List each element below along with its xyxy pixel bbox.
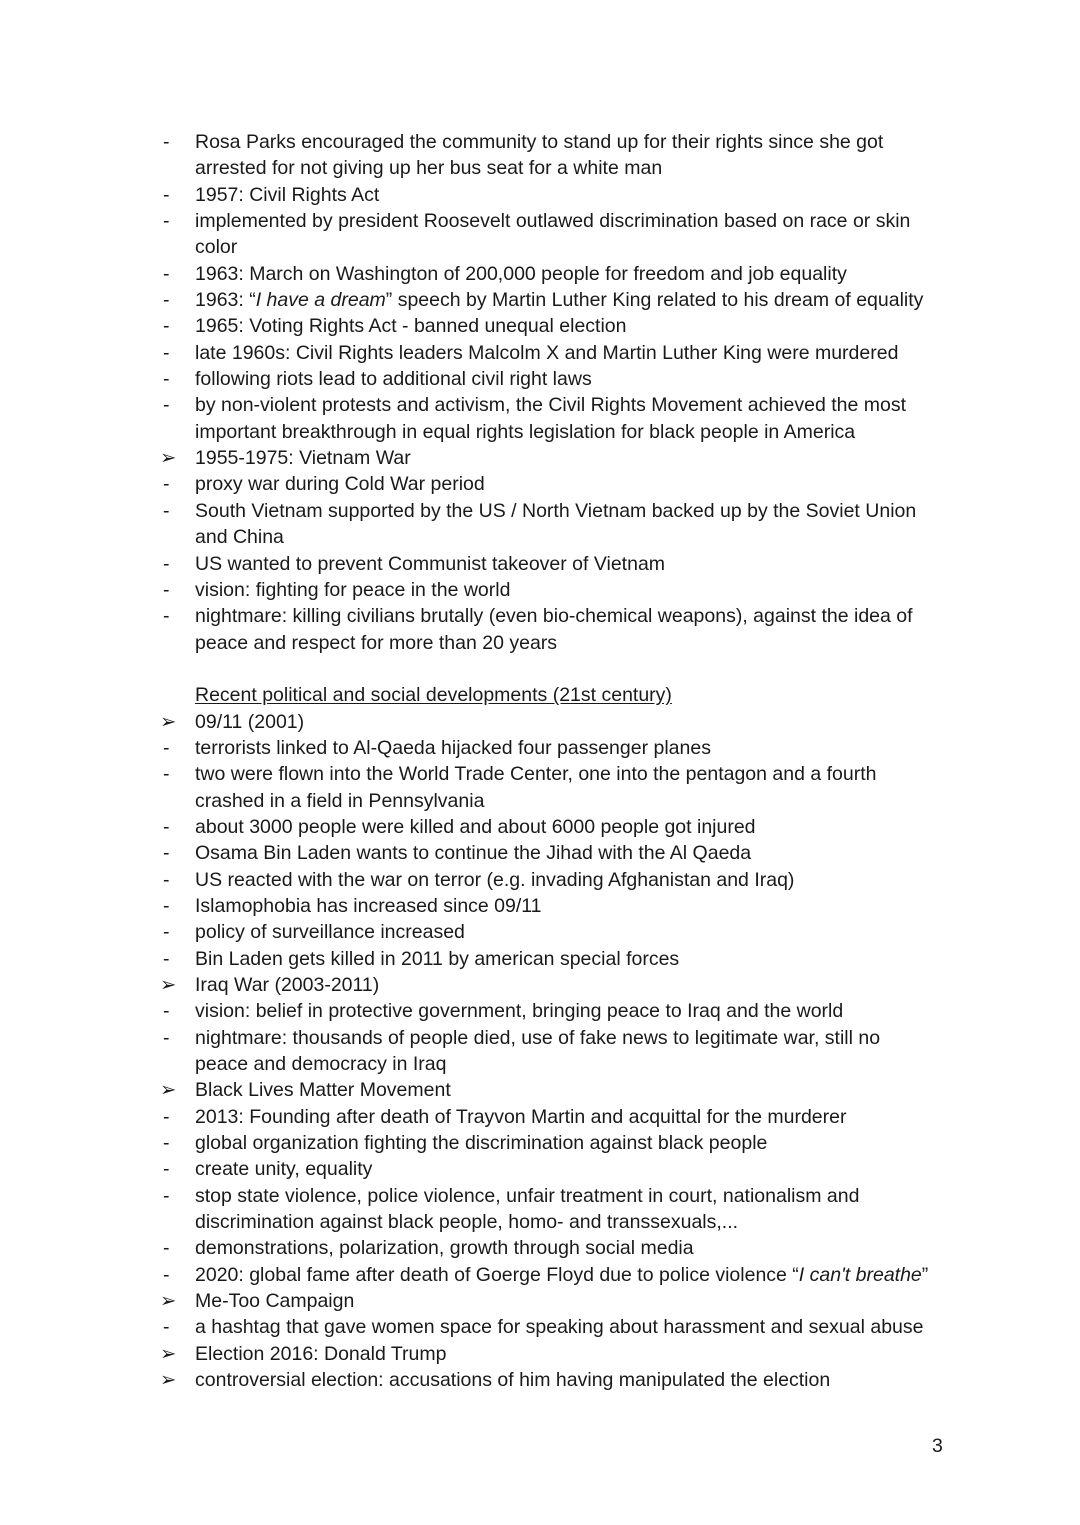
list-item-text: 09/11 (2001) xyxy=(195,710,305,733)
list-item-text: Me-Too Campaign xyxy=(195,1290,355,1313)
list-item xyxy=(160,366,960,392)
dash-bullet: - xyxy=(163,1026,170,1049)
dash-bullet: - xyxy=(163,131,170,153)
list-item-text: following riots lead to additional civil right laws xyxy=(195,368,592,391)
list-item-text: discrimination against black people, homo- and transsexuals,... xyxy=(195,1211,739,1234)
list-item xyxy=(160,340,960,366)
dash-bullet: - xyxy=(163,499,170,522)
list-item xyxy=(160,419,960,445)
dash-bullet: - xyxy=(163,868,170,891)
dash-bullet: - xyxy=(163,368,170,391)
dash-bullet: - xyxy=(163,473,170,496)
list-item xyxy=(160,155,960,181)
list-item xyxy=(160,287,960,313)
list-item-text: 1963: March on Washington of 200,000 people for freedom and job equality xyxy=(195,262,847,285)
arrow-bullet-icon: ➢ xyxy=(160,1079,177,1102)
list-item-text xyxy=(195,1262,960,1288)
list-item-text: US reacted with the war on terror (e.g. invading Afghanistan and Iraq) xyxy=(195,868,795,891)
dash-bullet: - xyxy=(163,262,170,285)
list-item xyxy=(160,761,960,787)
list-item-text: late 1960s: Civil Rights leaders Malcolm X and Martin Luther King were murdered xyxy=(195,341,899,364)
list-item-text: peace and respect for more than 20 years xyxy=(195,631,558,654)
list-item-text: proxy war during Cold War period xyxy=(195,473,485,496)
list-item xyxy=(160,1051,960,1077)
dash-bullet: - xyxy=(163,605,170,628)
list-item xyxy=(160,1156,960,1182)
text-segment: ” speech by Martin Luther King related to his dream of equality xyxy=(385,289,924,312)
list-item-text: demonstrations, polarization, growth through social media xyxy=(195,1237,694,1260)
list-item-text: US wanted to prevent Communist takeover of Vietnam xyxy=(195,552,666,575)
list-item-text: a hashtag that gave women space for speaking about harassment and sexual abuse xyxy=(195,1316,924,1339)
list-item-text: color xyxy=(195,236,238,259)
list-item-text: nightmare: thousands of people died, use of fake news to legitimate war, still no xyxy=(195,1026,881,1049)
list-item xyxy=(160,1025,960,1051)
list-item xyxy=(160,445,960,471)
arrow-bullet-icon: ➢ xyxy=(160,974,177,996)
list-item-text: 1957: Civil Rights Act xyxy=(195,183,380,206)
list-item-text: vision: belief in protective government, bringing peace to Iraq and the world xyxy=(195,1000,844,1023)
list-item xyxy=(160,735,960,761)
text-segment: 1963: “ xyxy=(195,289,256,312)
list-item-text xyxy=(195,287,960,313)
dash-bullet: - xyxy=(163,1132,170,1155)
list-item-text: Rosa Parks encouraged the community to stand up for their rights since she got xyxy=(195,131,884,153)
list-item-text: 1955-1975: Vietnam War xyxy=(195,447,411,470)
list-item-text: about 3000 people were killed and about 6000 people got injured xyxy=(195,815,756,838)
list-item xyxy=(160,313,960,339)
quote-text: I have a dream xyxy=(255,289,386,312)
list-item-text: arrested for not giving up her bus seat for a white man xyxy=(195,157,663,180)
dash-bullet: - xyxy=(163,763,170,786)
list-item-text: implemented by president Roosevelt outlawed discrimination based on race or skin xyxy=(195,210,911,233)
list-item-text: Bin Laden gets killed in 2011 by american special forces xyxy=(195,947,680,970)
section-heading xyxy=(160,682,960,708)
list-item xyxy=(160,1209,960,1235)
dash-bullet: - xyxy=(163,1184,170,1207)
list-item xyxy=(160,1183,960,1209)
list-item-text: Islamophobia has increased since 09/11 xyxy=(195,894,542,917)
list-item-text: terrorists linked to Al-Qaeda hijacked four passenger planes xyxy=(195,736,711,759)
list-item-text: global organization fighting the discrimination against black people xyxy=(195,1132,768,1155)
list-item-text: South Vietnam supported by the US / North Vietnam backed up by the Soviet Union xyxy=(195,499,917,522)
list-item xyxy=(160,524,960,550)
list-item xyxy=(160,972,960,998)
dash-bullet: - xyxy=(163,1316,170,1339)
dash-bullet: - xyxy=(163,736,170,759)
dash-bullet: - xyxy=(163,578,170,601)
arrow-bullet-icon: ➢ xyxy=(160,447,177,470)
dash-bullet: - xyxy=(163,289,170,312)
list-item xyxy=(160,919,960,945)
section-heading-text: Recent political and social developments (21st century) xyxy=(195,684,672,707)
list-item xyxy=(160,867,960,893)
list-item-text: important breakthrough in equal rights legislation for black people in America xyxy=(195,420,856,443)
arrow-bullet-icon: ➢ xyxy=(160,1369,177,1392)
list-item xyxy=(160,1314,960,1340)
dash-bullet: - xyxy=(163,1237,170,1260)
list-item-text: 1965: Voting Rights Act - banned unequal election xyxy=(195,315,627,338)
list-item xyxy=(160,603,960,629)
dash-bullet: - xyxy=(163,1000,170,1023)
list-item xyxy=(160,1262,960,1288)
dash-bullet: - xyxy=(163,842,170,865)
dash-bullet: - xyxy=(163,315,170,338)
dash-bullet: - xyxy=(163,921,170,944)
list-item xyxy=(160,709,960,735)
text-segment: ” xyxy=(921,1263,929,1286)
list-item-text: 2013: Founding after death of Trayvon Martin and acquittal for the murderer xyxy=(195,1105,847,1128)
list-item xyxy=(160,630,960,656)
list-item xyxy=(160,814,960,840)
list-item xyxy=(160,261,960,287)
list-item-text: two were flown into the World Trade Center, one into the pentagon and a fourth xyxy=(195,763,877,786)
list-item xyxy=(160,208,960,234)
list-item xyxy=(160,498,960,524)
list-item xyxy=(160,840,960,866)
list-item xyxy=(160,182,960,208)
quote-text: I can't breathe xyxy=(798,1263,922,1286)
list-item xyxy=(160,471,960,497)
notes-body xyxy=(160,129,960,1394)
list-item xyxy=(160,551,960,577)
list-item xyxy=(160,1130,960,1156)
list-item xyxy=(160,1077,960,1103)
list-item xyxy=(160,1288,960,1314)
list-item-text: and China xyxy=(195,526,284,549)
list-item-text: Iraq War (2003-2011) xyxy=(195,974,380,996)
dash-bullet: - xyxy=(163,815,170,838)
list-item xyxy=(160,1341,960,1367)
dash-bullet: - xyxy=(163,394,170,417)
list-item-text: nightmare: killing civilians brutally (even bio-chemical weapons), against the idea of xyxy=(195,605,913,628)
dash-bullet: - xyxy=(163,1158,170,1181)
list-item xyxy=(160,129,960,155)
dash-bullet: - xyxy=(163,210,170,233)
list-item-text: Osama Bin Laden wants to continue the Jihad with the Al Qaeda xyxy=(195,842,752,865)
list-item xyxy=(160,1104,960,1130)
list-item xyxy=(160,998,960,1024)
list-item-text: stop state violence, police violence, unfair treatment in court, nationalism and xyxy=(195,1184,860,1207)
list-item xyxy=(160,946,960,972)
list-item xyxy=(160,234,960,260)
list-item-text: by non-violent protests and activism, the Civil Rights Movement achieved the most xyxy=(195,394,906,417)
blank-line xyxy=(160,656,960,682)
list-item xyxy=(160,1235,960,1261)
dash-bullet: - xyxy=(163,341,170,364)
dash-bullet: - xyxy=(163,552,170,575)
arrow-bullet-icon: ➢ xyxy=(160,1290,177,1313)
dash-bullet: - xyxy=(163,183,170,206)
list-item-text: Black Lives Matter Movement xyxy=(195,1079,451,1102)
list-item xyxy=(160,577,960,603)
list-item-text: peace and democracy in Iraq xyxy=(195,1053,447,1076)
dash-bullet: - xyxy=(163,947,170,970)
list-item xyxy=(160,788,960,814)
arrow-bullet-icon: ➢ xyxy=(160,1342,177,1365)
list-item xyxy=(160,392,960,418)
text-segment: 2020: global fame after death of Goerge Floyd due to police violence “ xyxy=(195,1263,799,1286)
arrow-bullet-icon: ➢ xyxy=(160,710,177,733)
list-item-text: Election 2016: Donald Trump xyxy=(195,1342,447,1365)
dash-bullet: - xyxy=(163,894,170,917)
list-item-text: controversial election: accusations of him having manipulated the election xyxy=(195,1369,831,1392)
list-item xyxy=(160,893,960,919)
list-item-text: policy of surveillance increased xyxy=(195,921,465,944)
list-item-text: crashed in a field in Pennsylvania xyxy=(195,789,485,812)
list-item-text: vision: fighting for peace in the world xyxy=(195,578,511,601)
dash-bullet: - xyxy=(163,1105,170,1128)
dash-bullet: - xyxy=(163,1263,170,1286)
list-item-text: create unity, equality xyxy=(195,1158,373,1181)
page-number: 3 xyxy=(932,1435,943,1457)
list-item xyxy=(160,1367,960,1393)
